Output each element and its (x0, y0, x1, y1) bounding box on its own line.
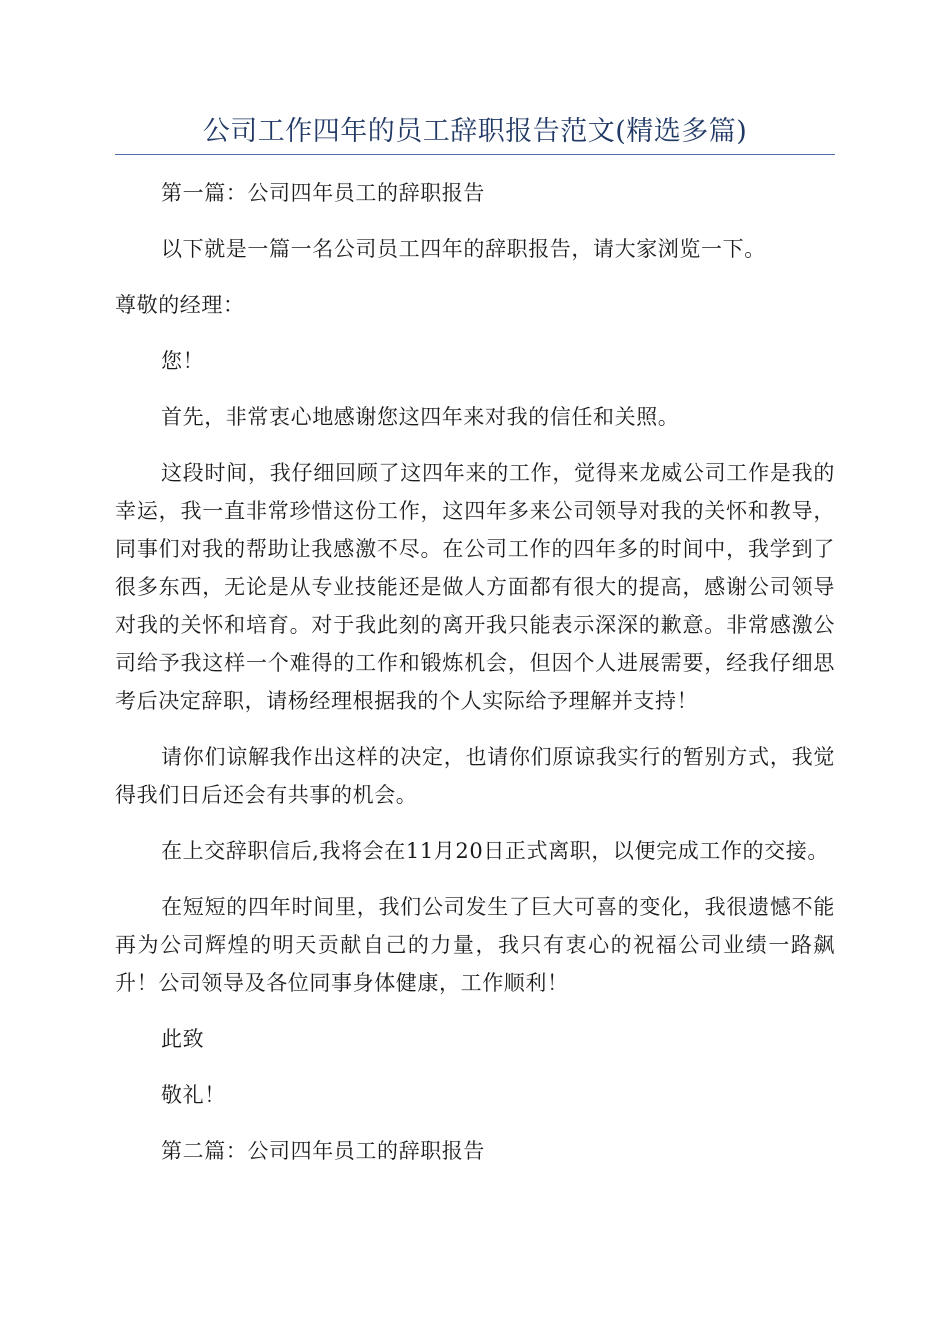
section-heading-2: 第二篇：公司四年员工的辞职报告 (161, 1139, 485, 1163)
main-paragraph: 这段时间，我仔细回顾了这四年来的工作，觉得来龙威公司工作是我的幸运，我一直非常珍惜这份工作，这四年多来公司领导对我的关怀和教导，同事们对我的帮助让我感激不尽。在公司工作的四年多的时间中，我学到了很多东西，无论是从专业技能还是做人方面都有很大的提高，感谢公司领导对我的关怀和培育。对于我此刻的离开我只能表示深深的歉意。非常感激公司给予我这样一个难得的工作和锻炼机会，但因个人进展需要，经我仔细思考后决定辞职，请杨经理根据我的个人实际给予理解并支持！ (115, 461, 835, 713)
document-body (115, 174, 835, 1170)
understanding-paragraph: 请你们谅解我作出这样的决定，也请你们原谅我实行的暂别方式，我觉得我们日后还会有共事的机会。 (115, 745, 835, 807)
regards-line: 敬礼！ (161, 1083, 226, 1107)
title-underline (115, 154, 835, 155)
closing-line: 此致 (161, 1027, 205, 1051)
document-title: 公司工作四年的员工辞职报告范文(精选多篇) (202, 116, 748, 147)
thanks-paragraph: 首先，非常衷心地感谢您这四年来对我的信任和关照。 (161, 405, 680, 429)
intro-paragraph: 以下就是一篇一名公司员工四年的辞职报告，请大家浏览一下。 (161, 237, 766, 261)
wishes-paragraph: 在短短的四年时间里，我们公司发生了巨大可喜的变化，我很遗憾不能再为公司辉煌的明天贡献自己的力量，我只有衷心的祝福公司业绩一路飙升！公司领导及各位同事身体健康，工作顺利！ (115, 895, 835, 995)
section-heading-1: 第一篇：公司四年员工的辞职报告 (161, 181, 485, 205)
departure-date-paragraph: 在上交辞职信后,我将会在11月20日正式离职，以便完成工作的交接。 (161, 839, 829, 863)
salutation: 尊敬的经理： (115, 293, 245, 317)
greeting: 您！ (161, 349, 205, 373)
